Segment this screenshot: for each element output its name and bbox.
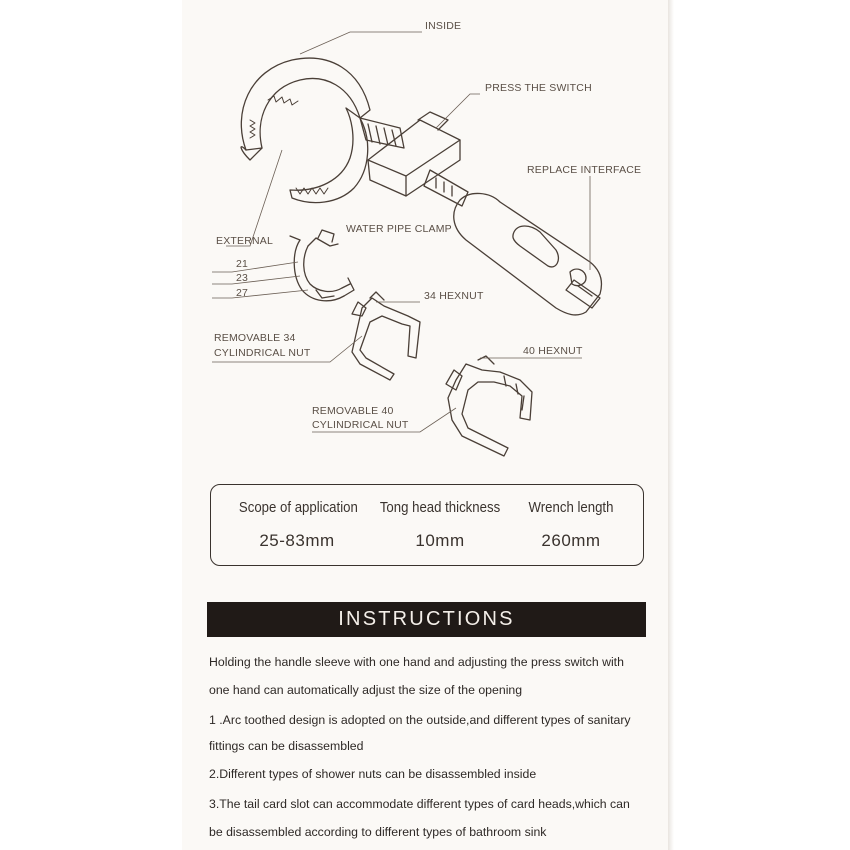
hexnut-34	[352, 292, 420, 380]
label-size-23: 23	[236, 272, 249, 284]
label-hexnut-40: 40 HEXNUT	[523, 345, 583, 357]
instruction-line: 1 .Arc toothed design is adopted on the outside,and different types of sanitary	[209, 713, 631, 727]
instruction-line: 3.The tail card slot can accommodate different types of card heads,which can	[209, 797, 630, 811]
spec-thickness	[371, 499, 509, 551]
water-pipe-clamp	[290, 230, 354, 301]
instruction-line: be disassembled according to different types of bathroom sink	[209, 825, 547, 839]
label-removable-40-line2: CYLINDRICAL NUT	[312, 419, 409, 431]
spec-thickness-label: Tong head thickness	[379, 499, 501, 516]
spec-scope-label: Scope of application	[238, 499, 358, 516]
label-removable-34-line1: REMOVABLE 34	[214, 332, 296, 344]
label-replace-interface: REPLACE INTERFACE	[527, 164, 642, 176]
label-water-pipe-clamp: WATER PIPE CLAMP	[346, 223, 452, 235]
wrench-lower-jaw	[290, 108, 368, 203]
instruction-line: 2.Different types of shower nuts can be disassembled inside	[209, 767, 537, 781]
label-removable-40-line1: REMOVABLE 40	[312, 405, 394, 417]
spec-thickness-value: 10mm	[415, 531, 465, 550]
spec-length	[515, 499, 627, 551]
label-removable-34-line2: CYLINDRICAL NUT	[214, 347, 311, 359]
instruction-line: one hand can automatically adjust the size of the opening	[209, 683, 523, 697]
instructions-title: INSTRUCTIONS	[338, 608, 515, 630]
hexnut-40	[446, 356, 532, 456]
spec-length-label: Wrench length	[528, 499, 614, 516]
label-hexnut-34: 34 HEXNUT	[424, 290, 484, 302]
spec-length-value: 260mm	[541, 531, 601, 550]
label-size-21: 21	[236, 258, 249, 270]
instructions-header	[207, 602, 646, 637]
label-size-27: 27	[236, 287, 249, 299]
wrench-upper-jaw	[241, 58, 370, 160]
label-external: EXTERNAL	[216, 235, 274, 247]
spec-scope	[231, 499, 363, 551]
label-inside: INSIDE	[425, 20, 462, 32]
instruction-line: fittings can be disassembled	[209, 739, 364, 753]
press-switch-box	[368, 112, 460, 196]
label-press-switch: PRESS THE SWITCH	[485, 82, 592, 94]
instruction-line: Holding the handle sleeve with one hand and adjusting the press switch with	[209, 655, 624, 669]
spec-box	[210, 484, 644, 566]
spec-scope-value: 25-83mm	[259, 531, 335, 550]
wrench-shaft	[424, 170, 468, 206]
worm-screw	[360, 118, 404, 148]
